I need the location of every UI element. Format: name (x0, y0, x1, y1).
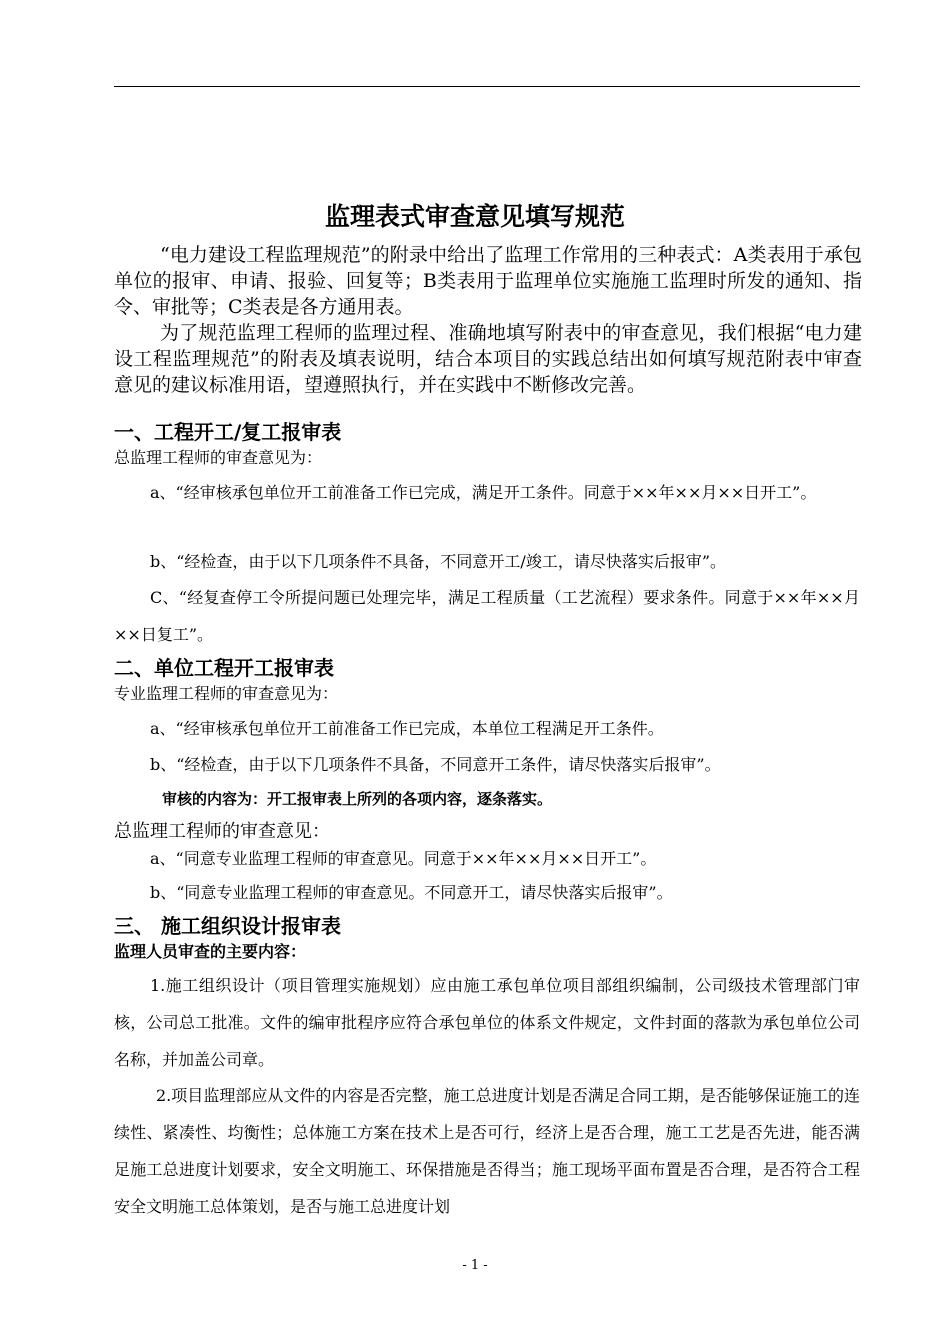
section-2-item2-b: b、“同意专业监理工程师的审查意见。不同意开工，请尽快落实后报审”。 (150, 883, 673, 902)
section-2-review-note: 审核的内容为：开工报审表上所列的各项内容，逐条落实。 (162, 790, 553, 808)
section-2-label-2: 总监理工程师的审查意见： (114, 821, 330, 842)
intro-paragraph-1: “电力建设工程监理规范”的附录中给出了监理工作常用的三种表式：A类表用于承包单位的报审、申请、报验、回复等；B类表用于监理单位实施施工监理时所发的通知、指令、审批等；C类表是各方通用表。 (114, 244, 862, 318)
section-1-item-c: C、“经复查停工令所提问题已处理完毕，满足工程质量（工艺流程）要求条件。同意于××年××月××日复工”。 (114, 588, 860, 644)
section-2-label: 专业监理工程师的审查意见为： (114, 684, 339, 703)
section-3-paragraph-2: 2.项目监理部应从文件的内容是否完整，施工总进度计划是否满足合同工期，是否能够保证施工的连续性、紧凑性、均衡性；总体施工方案在技术上是否可行，经济上是否合理，施工工艺是否先进，能否满足施工总进度计划要求，安全文明施工、环保措施是否得当；施工现场平面布置是否合理，是否符合工程安全文明施工总体策划，是否与施工总进度计划 (114, 1086, 860, 1216)
section-1-heading: 一、工程开工/复工报审表 (114, 420, 342, 444)
section-3-paragraph-1: 1.施工组织设计（项目管理实施规划）应由施工承包单位项目部组织编制，公司级技术管理部门审核，公司总工批准。文件的编审批程序应符合承包单位的体系文件规定，文件封面的落款为承包单位公司名称，并加盖公司章。 (114, 976, 860, 1069)
page-number: - 1 - (462, 1258, 488, 1273)
section-2-item-b: b、“经检查，由于以下几项条件不具备，不同意开工条件，请尽快落实后报审”。 (150, 755, 721, 774)
section-3-subheading: 监理人员审查的主要内容： (114, 942, 307, 961)
section-1-item-b: b、“经检查，由于以下几项条件不具备，不同意开工/竣工，请尽快落实后报审”。 (150, 552, 726, 571)
document-title: 监理表式审查意见填写规范 (324, 202, 625, 231)
section-2-item-a: a、“经审核承包单位开工前准备工作已完成，本单位工程满足开工条件。 (150, 719, 664, 738)
section-2-item2-a: a、“同意专业监理工程师的审查意见。同意于××年××月××日开工”。 (150, 849, 657, 868)
section-2-heading: 二、单位工程开工报审表 (114, 656, 334, 680)
header-rule (114, 86, 860, 87)
section-3-heading: 三、 施工组织设计报审表 (114, 914, 341, 938)
section-1-label: 总监理工程师的审查意见为： (114, 448, 323, 467)
intro-paragraph-2: 为了规范监理工程师的监理过程、准确地填写附表中的审查意见，我们根据“电力建设工程监理规范”的附表及填表说明，结合本项目的实践总结出如何填写规范附表中审查意见的建议标准用语，望遵照执行，并在实践中不断修改完善。 (114, 322, 862, 396)
section-1-item-a: a、“经审核承包单位开工前准备工作已完成，满足开工条件。同意于××年××月××日开工”。 (150, 483, 817, 502)
